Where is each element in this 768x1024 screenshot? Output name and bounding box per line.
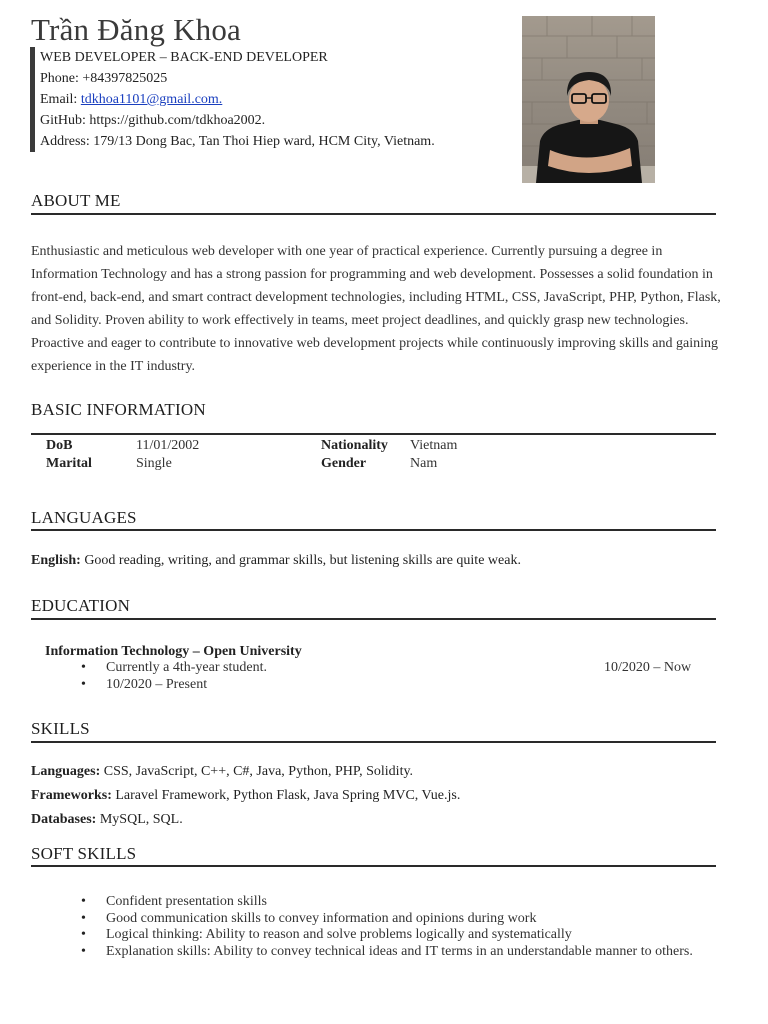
list-item: • Logical thinking: Ability to reason and solve problems logically and systematically [81, 927, 721, 944]
marital-label: Marital [46, 456, 92, 471]
job-title: WEB DEVELOPER – BACK-END DEVELOPER [40, 50, 328, 65]
skills-languages-value: CSS, JavaScript, C++, C#, Java, Python, PHP, Solidity. [103, 764, 414, 779]
phone-label: Phone: [40, 71, 79, 86]
soft-skills-list [81, 894, 721, 960]
basic-info-heading: BASIC INFORMATION [31, 400, 206, 419]
phone-value: +84397825025 [82, 71, 168, 86]
list-item: • Good communication skills to convey information and opinions during work [81, 911, 721, 928]
list-item: • 10/2020 – Present [81, 677, 267, 694]
list-item: • Currently a 4th-year student. [81, 660, 267, 677]
soft-skills-heading: SOFT SKILLS [31, 844, 137, 863]
skills-databases-value: MySQL, SQL. [99, 812, 183, 827]
list-item: • Explanation skills: Ability to convey technical ideas and IT terms in an understandable manner to others. [81, 944, 721, 961]
skills-languages-line [31, 764, 413, 780]
skills-frameworks-label: Frameworks: [31, 788, 112, 803]
skills-frameworks-value: Laravel Framework, Python Flask, Java Spring MVC, Vue.js. [115, 788, 461, 803]
phone-line [40, 68, 435, 89]
skills-frameworks-line [31, 788, 460, 804]
email-link[interactable]: tdkhoa1101@gmail.com. [80, 92, 223, 107]
address-label: Address: [40, 134, 90, 149]
skills-databases-line [31, 812, 183, 828]
languages-divider [31, 529, 716, 531]
github-line [40, 110, 435, 131]
education-list [81, 660, 267, 693]
about-heading: ABOUT ME [31, 191, 121, 210]
languages-heading: LANGUAGES [31, 508, 137, 527]
about-text: Enthusiastic and meticulous web developer with one year of practical experience. Currently pursuing a degree in Information Technology and has a strong passion for programming and web development. Possesses a solid foundation in front-end, back-end, and smart contract development technologies, including HTML, CSS, JavaScript, PHP, Python, Flask, and Solidity. Proven ability to work effectively in teams, meet project deadlines, and quickly grasp new technologies. Proactive and eager to contribute to innovative web development projects while continuously improving skills and gaining experience in the IT industry. [31, 244, 721, 374]
github-value: https://github.com/tdkhoa2002. [89, 113, 266, 128]
education-divider [31, 618, 716, 620]
profile-photo [522, 16, 655, 183]
english-value: Good reading, writing, and grammar skills, but listening skills are quite weak. [84, 553, 521, 568]
candidate-name: Trần Đăng Khoa [31, 12, 242, 47]
english-line [31, 553, 521, 569]
education-heading: EDUCATION [31, 596, 131, 615]
list-item: • Confident presentation skills [81, 894, 721, 911]
skills-divider [31, 741, 716, 743]
dob-label: DoB [46, 438, 73, 453]
education-period: 10/2020 – Now [604, 660, 692, 675]
address-value: 179/13 Dong Bac, Tan Thoi Hiep ward, HCM City, Vietnam. [93, 134, 435, 149]
skills-heading: SKILLS [31, 719, 90, 738]
about-divider [31, 213, 716, 215]
basic-info-divider [31, 433, 716, 435]
gender-value: Nam [410, 456, 438, 471]
marital-value: Single [136, 456, 172, 471]
contact-block [30, 47, 435, 152]
profile-photo-illustration [522, 16, 655, 183]
dob-value: 11/01/2002 [136, 438, 200, 453]
email-label: Email: [40, 92, 78, 107]
gender-label: Gender [321, 456, 367, 471]
github-label: GitHub: [40, 113, 86, 128]
english-label: English: [31, 553, 81, 568]
skills-databases-label: Databases: [31, 812, 97, 827]
skills-languages-label: Languages: [31, 764, 101, 779]
soft-skills-divider [31, 865, 716, 867]
nationality-value: Vietnam [410, 438, 458, 453]
education-school: Information Technology – Open University [45, 644, 302, 659]
nationality-label: Nationality [321, 438, 388, 453]
address-line [40, 131, 435, 152]
email-line [40, 89, 435, 110]
